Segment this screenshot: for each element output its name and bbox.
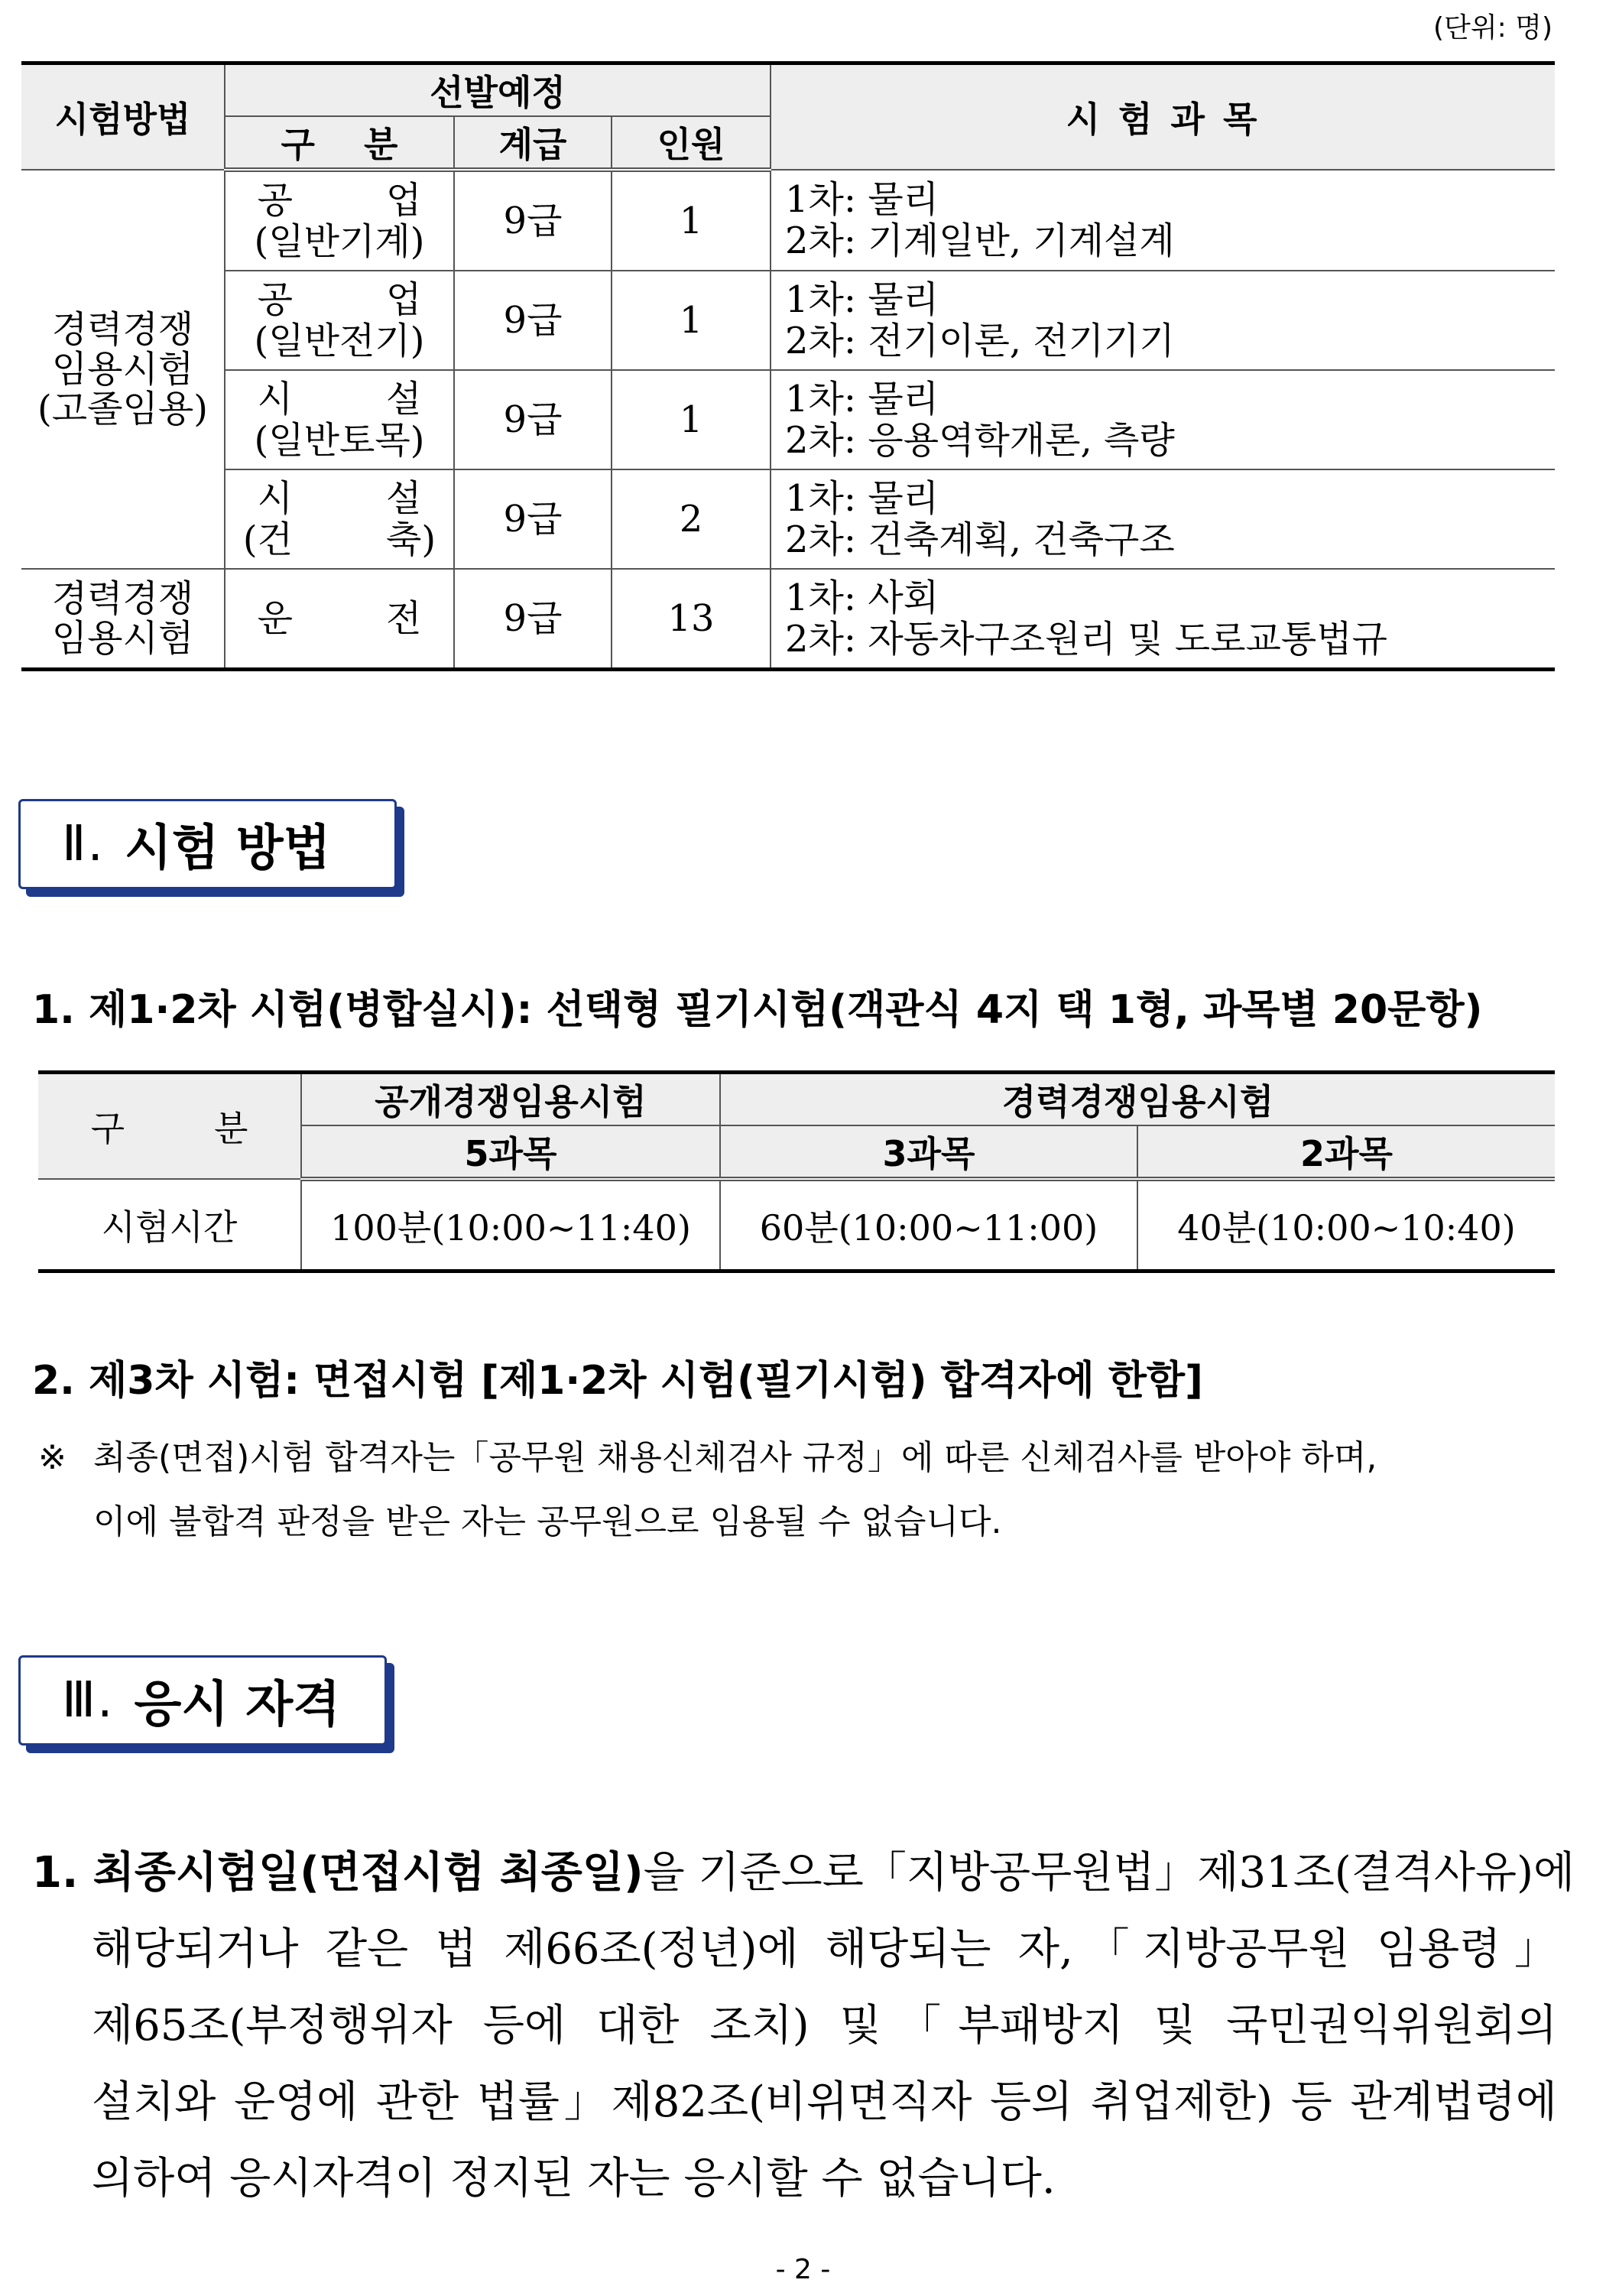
method-cell: 경력경쟁 임용시험 (고졸임용) bbox=[21, 170, 225, 569]
time-open: 100분(10:00~11:40) bbox=[301, 1179, 720, 1271]
row-label: 시험시간 bbox=[38, 1179, 301, 1271]
subjects-cell bbox=[771, 271, 1555, 370]
table-row bbox=[21, 569, 1555, 670]
subject-first: 1차: 물리 bbox=[785, 378, 939, 421]
category-cell: 공 업 (일반전기) bbox=[225, 271, 454, 370]
header-category: 구 분 bbox=[38, 1073, 301, 1180]
exam-time-table bbox=[38, 1070, 1555, 1273]
method-cell: 경력경쟁 임용시험 bbox=[21, 569, 225, 670]
page-number: - 2 - bbox=[775, 2254, 831, 2285]
subject-second: 2차: 건축계획, 건축구조 bbox=[785, 518, 1175, 561]
header-selection: 선발예정 bbox=[225, 63, 771, 117]
paragraph-line: 해당되거나 같은 법 제66조(정년)에 해당되는 자,「지방공무원 임용령」 bbox=[92, 1924, 1557, 1974]
header-subjects: 시 험 과 목 bbox=[771, 63, 1555, 170]
subject-second: 2차: 기계일반, 기계설계 bbox=[785, 219, 1175, 262]
section-number: Ⅱ. bbox=[62, 816, 105, 872]
grade-cell: 9급 bbox=[454, 569, 612, 670]
section-title: 시험 방법 bbox=[124, 820, 331, 877]
header-grade: 계급 bbox=[454, 116, 612, 170]
unit-label: (단위: 명) bbox=[1433, 12, 1552, 44]
header-open-exam: 공개경쟁임용시험 bbox=[301, 1073, 720, 1126]
paragraph-line: 설치와 운영에 관한 법률」제82조(비위면직자 등의 취업제한) 등 관계법령에 bbox=[92, 2077, 1557, 2127]
subject-first: 1차: 물리 bbox=[785, 178, 939, 221]
selection-table bbox=[21, 61, 1555, 671]
grade-cell: 9급 bbox=[454, 271, 612, 370]
section-number: Ⅲ. bbox=[62, 1672, 115, 1729]
note-line: 최종(면접)시험 합격자는「공무원 채용신체검사 규정」에 따른 신체검사를 받아야 하며, bbox=[93, 1438, 1377, 1477]
header-open-subjects: 5과목 bbox=[301, 1125, 720, 1179]
section-header-eligibility bbox=[18, 1655, 387, 1746]
table-row bbox=[38, 1179, 1555, 1271]
count-cell: 1 bbox=[612, 271, 771, 370]
paragraph-line: 의하여 응시자격이 정지된 자는 응시할 수 없습니다. bbox=[92, 2154, 1056, 2203]
subjects-cell bbox=[771, 170, 1555, 271]
header-count: 인원 bbox=[612, 116, 771, 170]
paragraph-text: 을 기준으로「지방공무원법」제31조(결격사유)에 bbox=[643, 1848, 1575, 1898]
subject-first: 1차: 사회 bbox=[785, 576, 939, 619]
time-career-3: 60분(10:00~11:00) bbox=[720, 1179, 1137, 1271]
category-cell: 시 설 (건 축) bbox=[225, 469, 454, 569]
count-cell: 1 bbox=[612, 170, 771, 271]
note-mark: ※ bbox=[38, 1438, 67, 1477]
paragraph-line bbox=[32, 1835, 1575, 1911]
category-cell: 공 업 (일반기계) bbox=[225, 170, 454, 271]
heading-written-exam: 1. 제1·2차 시험(병합실시): 선택형 필기시험(객관식 4지 택 1형, 과목별 20문항) bbox=[32, 987, 1483, 1033]
count-cell: 2 bbox=[612, 469, 771, 569]
count-cell: 1 bbox=[612, 370, 771, 469]
note-line: 이에 불합격 판정을 받은 자는 공무원으로 임용될 수 없습니다. bbox=[93, 1502, 1002, 1541]
note-block bbox=[38, 1426, 1556, 1554]
eligibility-paragraph bbox=[32, 1835, 1575, 2217]
heading-interview: 2. 제3차 시험: 면접시험 [제1·2차 시험(필기시험) 합격자에 한함] bbox=[32, 1358, 1203, 1404]
table-row bbox=[21, 271, 1555, 370]
header-career-exam: 경력경쟁임용시험 bbox=[720, 1073, 1555, 1126]
category-cell: 운 전 bbox=[225, 569, 454, 670]
subjects-cell bbox=[771, 370, 1555, 469]
header-category: 구 분 bbox=[225, 116, 454, 170]
subject-second: 2차: 응용역학개론, 측량 bbox=[785, 419, 1175, 462]
subjects-cell bbox=[771, 469, 1555, 569]
subjects-cell bbox=[771, 569, 1555, 670]
paragraph-bold: 1. 최종시험일(면접시험 최종일) bbox=[32, 1848, 644, 1898]
grade-cell: 9급 bbox=[454, 170, 612, 271]
table-row bbox=[21, 370, 1555, 469]
subject-second: 2차: 자동차구조원리 및 도로교통법규 bbox=[785, 618, 1388, 661]
grade-cell: 9급 bbox=[454, 469, 612, 569]
subject-first: 1차: 물리 bbox=[785, 477, 939, 520]
section-header-exam-method bbox=[18, 799, 397, 889]
category-cell: 시 설 (일반토목) bbox=[225, 370, 454, 469]
header-career-subjects-3: 3과목 bbox=[720, 1125, 1137, 1179]
header-method: 시험방법 bbox=[21, 63, 225, 170]
subject-first: 1차: 물리 bbox=[785, 278, 939, 321]
paragraph-line: 제65조(부정행위자 등에 대한 조치) 및「부패방지 및 국민권익위원회의 bbox=[92, 2001, 1557, 2051]
header-career-subjects-2: 2과목 bbox=[1137, 1125, 1555, 1179]
section-title: 응시 자격 bbox=[134, 1677, 341, 1733]
count-cell: 13 bbox=[612, 569, 771, 670]
table-row bbox=[21, 469, 1555, 569]
table-row bbox=[21, 170, 1555, 271]
grade-cell: 9급 bbox=[454, 370, 612, 469]
subject-second: 2차: 전기이론, 전기기기 bbox=[785, 320, 1175, 362]
time-career-2: 40분(10:00~10:40) bbox=[1137, 1179, 1555, 1271]
